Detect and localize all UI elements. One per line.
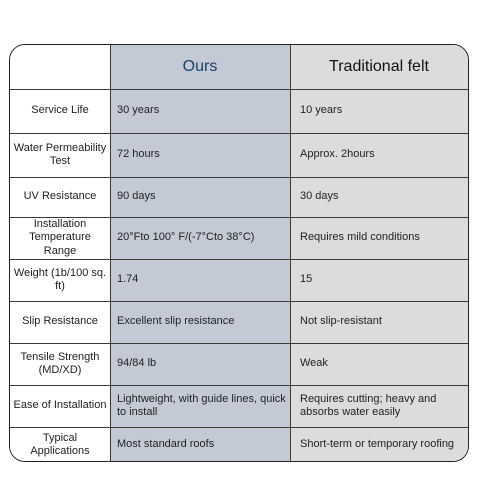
header-empty-cell bbox=[10, 45, 110, 89]
header-ours: Ours bbox=[110, 45, 290, 89]
row-label: Typical Applications bbox=[10, 427, 110, 462]
felt-value: 10 years bbox=[290, 89, 468, 133]
felt-value: Not slip-resistant bbox=[290, 301, 468, 343]
felt-value: Requires cutting; heavy and absorbs water easily bbox=[290, 385, 468, 427]
ours-value: 72 hours bbox=[110, 133, 290, 177]
row-divider bbox=[10, 385, 468, 386]
row-label: Tensile Strength (MD/XD) bbox=[10, 343, 110, 385]
row-label: Installation Temperature Range bbox=[10, 217, 110, 259]
header-traditional-felt: Traditional felt bbox=[290, 45, 468, 89]
ours-value: 20°Fto 100° F/(-7°Cto 38°C) bbox=[110, 217, 290, 259]
table-grid bbox=[10, 45, 468, 461]
row-divider bbox=[10, 133, 468, 134]
row-label: Ease of Installation bbox=[10, 385, 110, 427]
row-label: Slip Resistance bbox=[10, 301, 110, 343]
ours-value: 30 years bbox=[110, 89, 290, 133]
felt-value: Approx. 2hours bbox=[290, 133, 468, 177]
ours-value: 1.74 bbox=[110, 259, 290, 301]
felt-value: Short-term or temporary roofing bbox=[290, 427, 468, 462]
row-divider bbox=[10, 301, 468, 302]
column-divider bbox=[110, 45, 111, 461]
ours-value: Lightweight, with guide lines, quick to install bbox=[110, 385, 290, 427]
felt-value: 30 days bbox=[290, 177, 468, 217]
felt-value: 15 bbox=[290, 259, 468, 301]
ours-value: 90 days bbox=[110, 177, 290, 217]
row-divider bbox=[10, 343, 468, 344]
row-divider bbox=[10, 217, 468, 218]
ours-value: Excellent slip resistance bbox=[110, 301, 290, 343]
row-label: Weight (1b/100 sq. ft) bbox=[10, 259, 110, 301]
row-divider bbox=[10, 177, 468, 178]
column-divider bbox=[290, 45, 291, 461]
row-label: Water Permeability Test bbox=[10, 133, 110, 177]
felt-value: Weak bbox=[290, 343, 468, 385]
ours-value: Most standard roofs bbox=[110, 427, 290, 462]
row-divider bbox=[10, 89, 468, 90]
felt-value: Requires mild conditions bbox=[290, 217, 468, 259]
ours-value: 94/84 lb bbox=[110, 343, 290, 385]
row-label: UV Resistance bbox=[10, 177, 110, 217]
row-label: Service Life bbox=[10, 89, 110, 133]
comparison-table bbox=[9, 44, 469, 462]
row-divider bbox=[10, 259, 468, 260]
row-divider bbox=[10, 427, 468, 428]
